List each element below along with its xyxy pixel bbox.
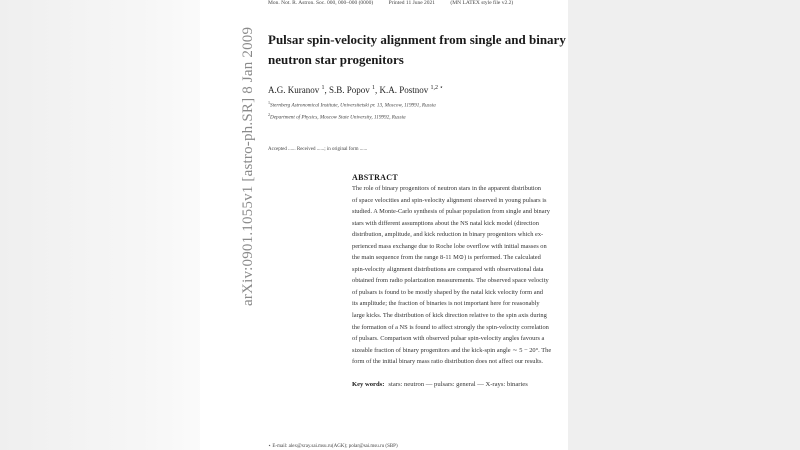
abstract-line: the formation of a NS is found to affect strongly the spin-velocity correlation [352,323,549,331]
author-affil-mark: 1 [321,85,325,91]
abstract-line: spin-velocity alignment distributions are compared with observational data [352,265,544,273]
style-file: (MN LATEX style file v2.2) [450,0,514,6]
author-name: S.B. Popov [329,85,370,95]
author-affil-mark: 1 [372,85,376,91]
author-name: K.A. Postnov [379,85,429,95]
abstract-line: distribution, amplitude, and kick reduction in binary progenitors which ex- [352,231,544,239]
abstract-line: obtained from radio polarization measurements. The observed space velocity [352,277,549,285]
affiliation-text: Department of Physics, Moscow State University, 119992, Russia [270,114,406,121]
keywords [352,381,528,388]
left-margin-shade [0,0,230,450]
affiliation-mark: 1 [268,100,270,105]
affiliation-mark: 2 [268,112,270,117]
running-head [268,0,527,6]
abstract-line: form of the initial binary mass ratio distribution does not affect our results. [352,358,544,366]
author-affil-mark: 1,2 ⋆ [430,85,444,91]
abstract-line: its amplitude; the fraction of binaries is not important here for reasonably [352,300,540,308]
title-line: Pulsar spin-velocity alignment from single and binary [268,32,566,47]
arxiv-stamp[interactable]: arXiv:0901.1055v1 [astro-ph.SR] 8 Jan 2009 [240,26,256,306]
abstract-line: the main sequence from the range 8-11 M⊙) is performed. The calculated [352,254,541,262]
abstract-line: The role of binary progenitors of neutron stars in the apparent distribution [352,185,542,192]
author-list: A.G. Kuranov $^1$, S.B. Popov $^1$, K.A. Postnov $^{1,2 ⋆}$ [268,85,444,95]
keywords-text: stars: neutron — pulsars: general — X-rays: binaries [388,381,528,388]
abstract-line: studied. A Monte-Carlo synthesis of pulsar population from single and binary [352,208,550,216]
title-line: neutron star progenitors [268,52,404,67]
accepted-line: Accepted ...... Received ......; in original form ...... [268,147,368,152]
abstract-body [352,183,568,371]
affiliation [268,112,406,121]
email-footnote: ⋆ E-mail: alex@xray.sai.msu.ru(AGK); polar@sai.msu.ru (SBP) [268,444,398,449]
abstract-heading: ABSTRACT [352,173,398,182]
abstract-line: of pulsars. Comparison with observed pulsar spin-velocity angles favours a [352,335,545,343]
affiliation [268,100,436,109]
journal-ref: Mon. Not. R. Astron. Soc. 000, 000–000 (0000) [268,0,374,6]
keywords-label: Key words: [352,381,385,388]
abstract-line: perienced mass exchange due to Roche lobe overflow with initial masses on [352,242,547,250]
abstract-line: stars with different assumptions about the NS natal kick model (direction [352,219,539,227]
paper-title [268,30,568,70]
printed-date: Printed 11 June 2021 [388,0,436,6]
author-name: A.G. Kuranov [268,85,320,95]
abstract-line: sizeable fraction of binary progenitors and the kick-spin angle ∼ 5 − 20°. The [352,346,552,354]
abstract-line: of space velocities and spin-velocity alignment observed in young pulsars is [352,196,547,204]
affiliation-text: Sternberg Astronomical Institute, Universitetski pr. 13, Moscow, 119991, Russia [270,102,436,109]
abstract-line: of pulsars is found to be mostly shaped by the natal kick velocity form and [352,288,543,296]
abstract-line: large kicks. The distribution of kick direction relative to the spin axis during [352,312,547,320]
right-margin-shade [568,0,800,450]
